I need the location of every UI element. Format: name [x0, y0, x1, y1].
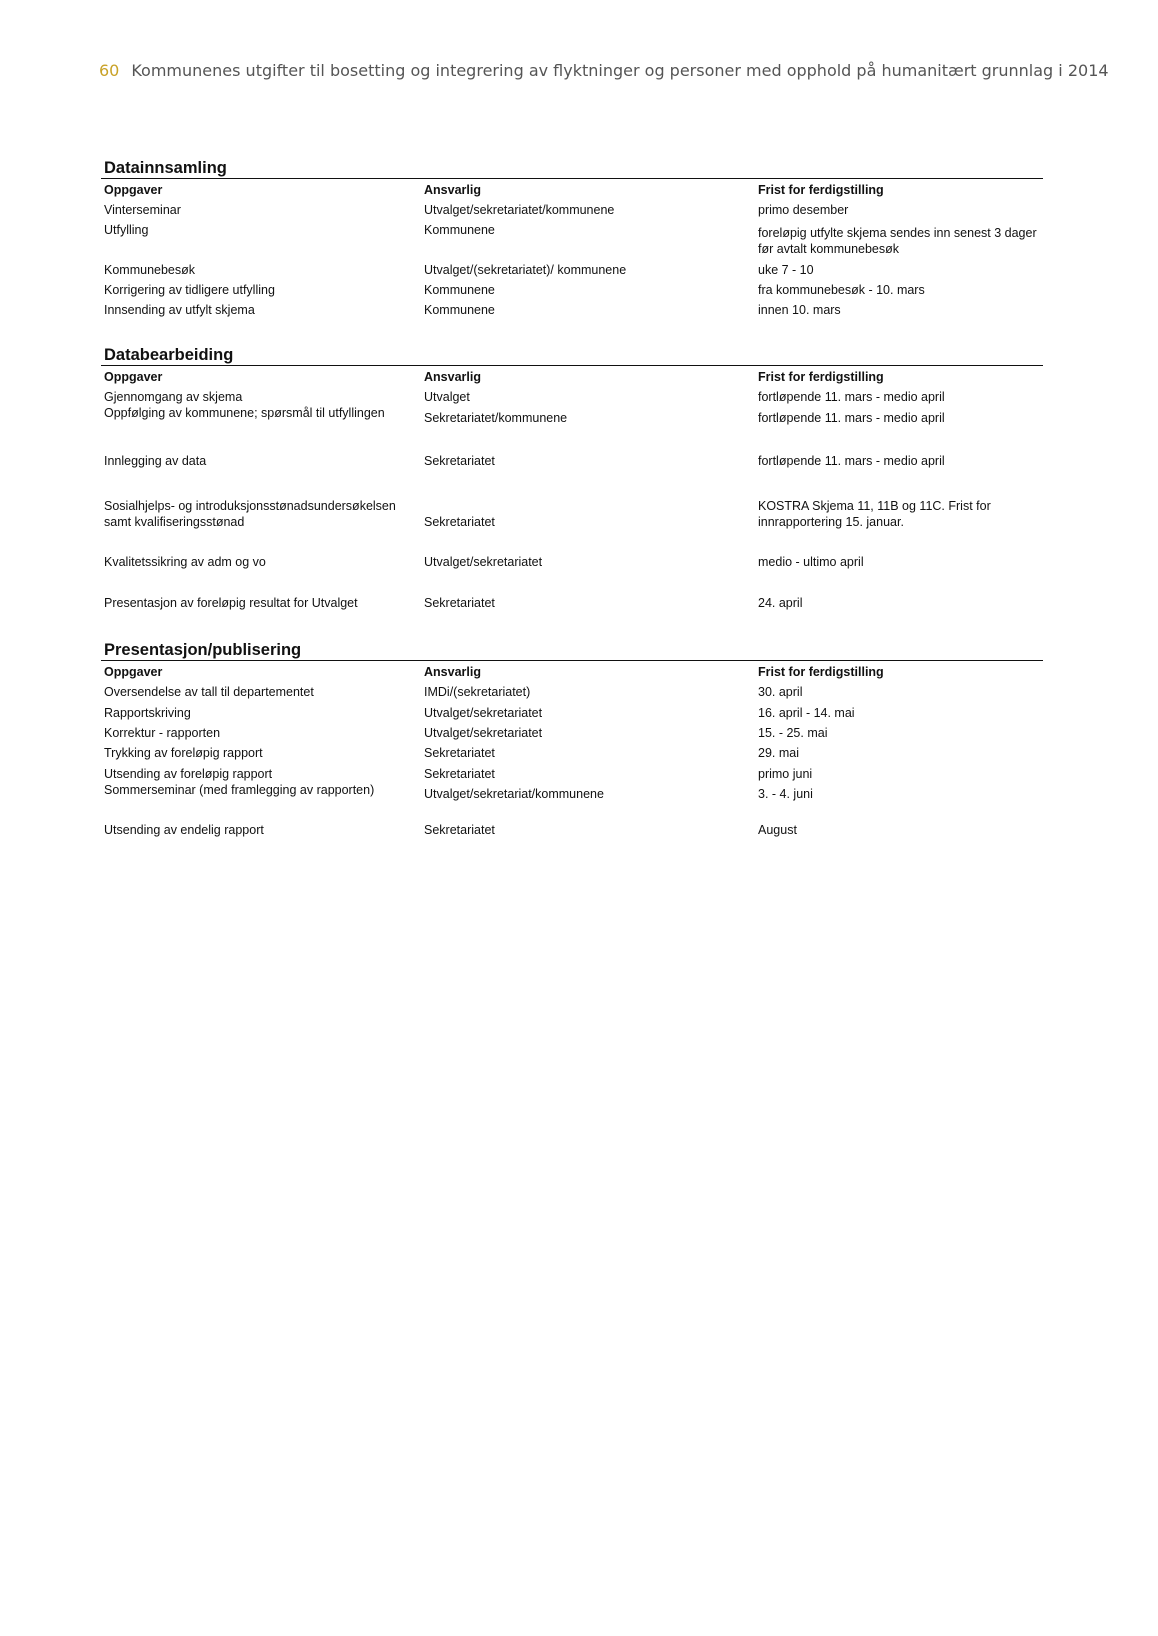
table-row [101, 498, 1043, 554]
responsible-cell: Sekretariatet [424, 823, 495, 837]
column-header-responsible: Ansvarlig [424, 370, 481, 384]
table-row [101, 405, 1043, 453]
column-header-responsible: Ansvarlig [424, 183, 481, 197]
column-header-responsible: Ansvarlig [424, 665, 481, 679]
task-cell: Vinterseminar [104, 203, 181, 217]
deadline-cell: fortløpende 11. mars - medio april [758, 411, 945, 425]
column-header-task: Oppgaver [104, 665, 163, 679]
responsible-cell: Sekretariatet/kommunene [424, 411, 568, 425]
page-header [99, 61, 1109, 80]
column-header-task: Oppgaver [104, 183, 163, 197]
table-row [101, 222, 1043, 262]
task-cell: Innlegging av data [104, 454, 207, 468]
deadline-cell: 15. - 25. mai [758, 726, 828, 740]
page-number: 60 [99, 61, 120, 80]
deadline-cell: fortløpende 11. mars - medio april [758, 390, 945, 404]
task-cell: Rapportskriving [104, 706, 191, 720]
responsible-cell: IMDi/(sekretariatet) [424, 685, 531, 699]
table-row [101, 782, 1043, 822]
responsible-cell: Sekretariatet [424, 515, 495, 529]
task-cell: Utsending av foreløpig rapport [104, 767, 273, 781]
responsible-cell: Kommunene [424, 283, 495, 297]
section-presentasjon [101, 640, 1043, 842]
deadline-cell: 24. april [758, 596, 803, 610]
table-header-row [101, 182, 1043, 202]
responsible-cell: Sekretariatet [424, 746, 495, 760]
responsible-cell: Utvalget [424, 390, 470, 404]
table-row [101, 745, 1043, 766]
deadline-cell: uke 7 - 10 [758, 263, 814, 277]
task-cell: Innsending av utfylt skjema [104, 303, 255, 317]
table-row [101, 684, 1043, 705]
deadline-cell: medio - ultimo april [758, 555, 864, 569]
deadline-cell: primo desember [758, 203, 849, 217]
deadline-cell: KOSTRA Skjema 11, 11B og 11C. Frist for innrapportering 15. januar. [758, 499, 991, 529]
task-cell: Kvalitetssikring av adm og vo [104, 555, 266, 569]
task-cell: Sosialhjelps- og introduksjonsstønadsundersøkelsen samt kvalifiseringsstønad [104, 499, 396, 529]
responsible-cell: Sekretariatet [424, 454, 495, 468]
deadline-cell: 29. mai [758, 746, 799, 760]
column-header-deadline: Frist for ferdigstilling [758, 370, 884, 384]
section-title: Presentasjon/publisering [101, 640, 1043, 661]
task-cell: Oppfølging av kommunene; spørsmål til utfyllingen [104, 406, 385, 420]
table-row [101, 262, 1043, 282]
column-header-deadline: Frist for ferdigstilling [758, 183, 884, 197]
responsible-cell: Utvalget/sekretariatet [424, 555, 543, 569]
deadline-cell: August [758, 823, 797, 837]
task-cell: Korrektur - rapporten [104, 726, 221, 740]
responsible-cell: Sekretariatet [424, 596, 495, 610]
task-cell: Korrigering av tidligere utfylling [104, 283, 275, 297]
task-cell: Oversendelse av tall til departementet [104, 685, 314, 699]
section-datainnsamling [101, 158, 1043, 322]
table-row [101, 554, 1043, 595]
table-row [101, 705, 1043, 725]
column-header-deadline: Frist for ferdigstilling [758, 665, 884, 679]
table-row [101, 725, 1043, 745]
deadline-cell: 16. april - 14. mai [758, 706, 855, 720]
deadline-cell: fortløpende 11. mars - medio april [758, 454, 945, 468]
deadline-cell: fra kommunebesøk - 10. mars [758, 283, 925, 297]
table-row [101, 453, 1043, 498]
responsible-cell: Utvalget/sekretariat/kommunene [424, 787, 604, 801]
task-cell: Presentasjon av foreløpig resultat for Utvalget [104, 596, 358, 610]
table-row [101, 389, 1043, 405]
table-row [101, 282, 1043, 302]
task-cell: Utfylling [104, 223, 149, 237]
table-row [101, 202, 1043, 222]
section-title: Datainnsamling [101, 158, 1043, 179]
responsible-cell: Utvalget/(sekretariatet)/ kommunene [424, 263, 627, 277]
deadline-cell: innen 10. mars [758, 303, 841, 317]
table-header-row [101, 664, 1043, 684]
responsible-cell: Sekretariatet [424, 767, 495, 781]
table-row [101, 595, 1043, 615]
table-row [101, 822, 1043, 842]
table-header-row [101, 369, 1043, 389]
deadline-cell: primo juni [758, 767, 813, 781]
responsible-cell: Utvalget/sekretariatet/kommunene [424, 203, 615, 217]
column-header-task: Oppgaver [104, 370, 163, 384]
task-cell: Utsending av endelig rapport [104, 823, 264, 837]
table-row [101, 302, 1043, 322]
responsible-cell: Kommunene [424, 303, 495, 317]
responsible-cell: Utvalget/sekretariatet [424, 706, 543, 720]
deadline-cell: 30. april [758, 685, 803, 699]
responsible-cell: Kommunene [424, 223, 495, 237]
responsible-cell: Utvalget/sekretariatet [424, 726, 543, 740]
deadline-cell: foreløpig utfylte skjema sendes inn senest 3 dager før avtalt kommunebesøk [758, 226, 1037, 256]
running-title: Kommunenes utgifter til bosetting og integrering av flyktninger og personer med opphold på humanitært grunnlag i 2014 [131, 61, 1109, 80]
section-title: Databearbeiding [101, 345, 1043, 366]
task-cell: Sommerseminar (med framlegging av rapporten) [104, 783, 375, 797]
task-cell: Kommunebesøk [104, 263, 196, 277]
section-databearbeiding [101, 345, 1043, 615]
task-cell: Gjennomgang av skjema [104, 390, 243, 404]
table-row [101, 766, 1043, 782]
deadline-cell: 3. - 4. juni [758, 787, 813, 801]
task-cell: Trykking av foreløpig rapport [104, 746, 263, 760]
